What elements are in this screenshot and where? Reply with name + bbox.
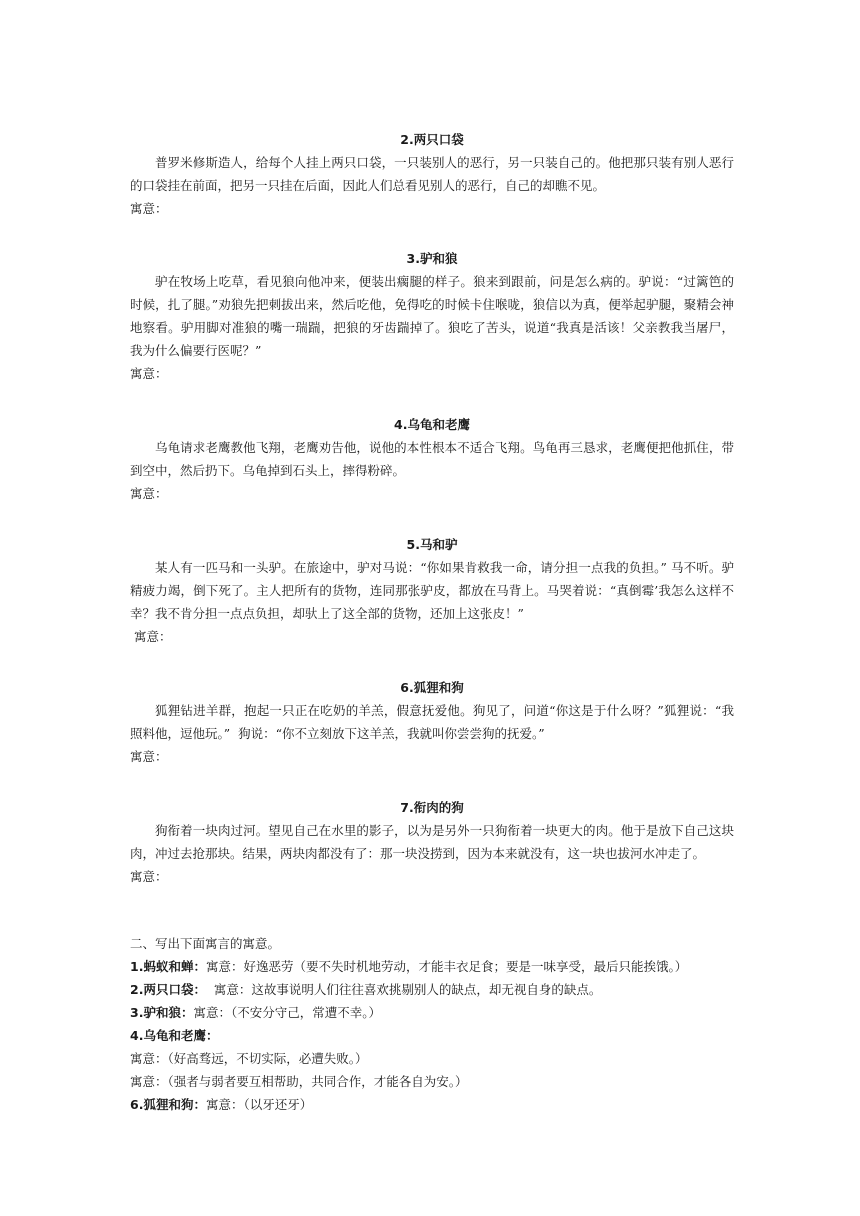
answer-text: 寓意：（好高骛远，不切实际，必遭失败。）: [130, 1051, 368, 1066]
answer-key: 4.乌龟和老鹰：: [130, 1028, 219, 1043]
answer-text: 寓意：（以牙还牙）: [205, 1097, 313, 1112]
answers-section: [130, 932, 734, 1116]
answer-line: [130, 1024, 734, 1047]
answer-text: 寓意：这故事说明人们往往喜欢挑剔别人的缺点，却无视自身的缺点。: [205, 982, 602, 997]
story-title: 2.两只口袋: [400, 132, 464, 147]
answer-key: 2.两只口袋：: [130, 982, 206, 997]
moral-label: 寓意：: [130, 749, 168, 764]
moral-label: 寓意：: [130, 486, 168, 501]
story-title: 5.马和驴: [406, 537, 458, 552]
story-text: 狐狸钻进羊群，抱起一只正在吃奶的羊羔，假意抚爱他。狗见了，问道“你这是于什么呀？”狐狸说：“我照料他，逗他玩。” 狗说：“你不立刻放下这羊羔，我就叫你尝尝狗的抚爱。”: [130, 703, 734, 741]
answer-line: [130, 1070, 734, 1093]
answer-text: 寓意：（不安分守己，常遭不幸。）: [193, 1005, 381, 1020]
story-text: 普罗米修斯造人，给每个人挂上两只口袋，一只装别人的恶行，另一只装自己的。他把那只装有别人恶行的口袋挂在前面，把另一只挂在后面，因此人们总看见别人的恶行，自己的却瞧不见。: [130, 155, 734, 193]
story-text: 乌龟请求老鹰教他飞翔，老鹰劝告他，说他的本性根本不适合飞翔。鸟龟再三恳求，老鹰便把他抓住，带到空中，然后扔下。乌龟掉到石头上，摔得粉碎。: [130, 440, 734, 478]
story-title: 4.乌龟和老鹰: [394, 417, 470, 432]
story-text: 驴在牧场上吃草，看见狼向他冲来，便装出瘸腿的样子。狼来到跟前，问是怎么病的。驴说：“过篱笆的时候，扎了腿。”劝狼先把刺拔出来，然后吃他，免得吃的时候卡住喉咙，狼信以为真，便举起驴腿，聚精会神地察看。驴用脚对准狼的嘴一瑞踹，把狼的牙齿踹掉了。狼吃了苦头，说道“我真是活该！父亲教我当屠尸，我为什么偏要行医呢？”: [130, 274, 734, 358]
answer-line: [130, 1093, 734, 1116]
story-fox-dog: [130, 676, 734, 768]
answer-line: [130, 1047, 734, 1070]
moral-label: 寓意：: [130, 869, 168, 884]
story-title: 3.驴和狼: [406, 251, 458, 266]
answer-key: 1.蚂蚁和蝉：: [130, 959, 206, 974]
story-tortoise-eagle: [130, 413, 734, 505]
answer-line: [130, 1001, 734, 1024]
answer-text: 寓意：好逸恶劳（要不失时机地劳动，才能丰衣足食；要是一味享受，最后只能挨饿。）: [205, 959, 688, 974]
answer-line: [130, 955, 734, 978]
story-two-bags: [130, 128, 734, 220]
answer-key: 3.驴和狼：: [130, 1005, 194, 1020]
moral-label: 寓意：: [130, 366, 168, 381]
story-donkey-wolf: [130, 247, 734, 385]
moral-label: 寓意：: [130, 629, 172, 644]
answer-text: 寓意：（强者与弱者要互相帮助，共同合作，才能各自为安。）: [130, 1074, 468, 1089]
document-content: [130, 128, 734, 1116]
answer-key: 6.狐狸和狗：: [130, 1097, 206, 1112]
story-dog-with-meat: [130, 796, 734, 888]
story-title: 7.衔肉的狗: [400, 800, 464, 815]
story-horse-donkey: [130, 533, 734, 648]
story-text: 某人有一匹马和一头驴。在旅途中，驴对马说：“你如果肯救我一命，请分担一点我的负担。” 马不听。驴精疲力竭，倒下死了。主人把所有的货物，连同那张驴皮，都放在马背上。马哭着说：“真倒霉’我怎么这样不幸？我不肯分担一点点负担，却驮上了这全部的货物，还加上这张皮！”: [130, 560, 734, 621]
story-title: 6.狐狸和狗: [400, 680, 464, 695]
answer-line: [130, 978, 734, 1001]
answers-heading: 二、写出下面寓言的寓意。: [130, 936, 281, 951]
story-text: 狗衔着一块肉过河。望见自己在水里的影子，以为是另外一只狗衔着一块更大的肉。他于是放下自己这块肉，冲过去抢那块。结果，两块肉都没有了：那一块没捞到，因为本来就没有，这一块也拔河水冲走了。: [130, 823, 734, 861]
moral-label: 寓意：: [130, 201, 168, 216]
